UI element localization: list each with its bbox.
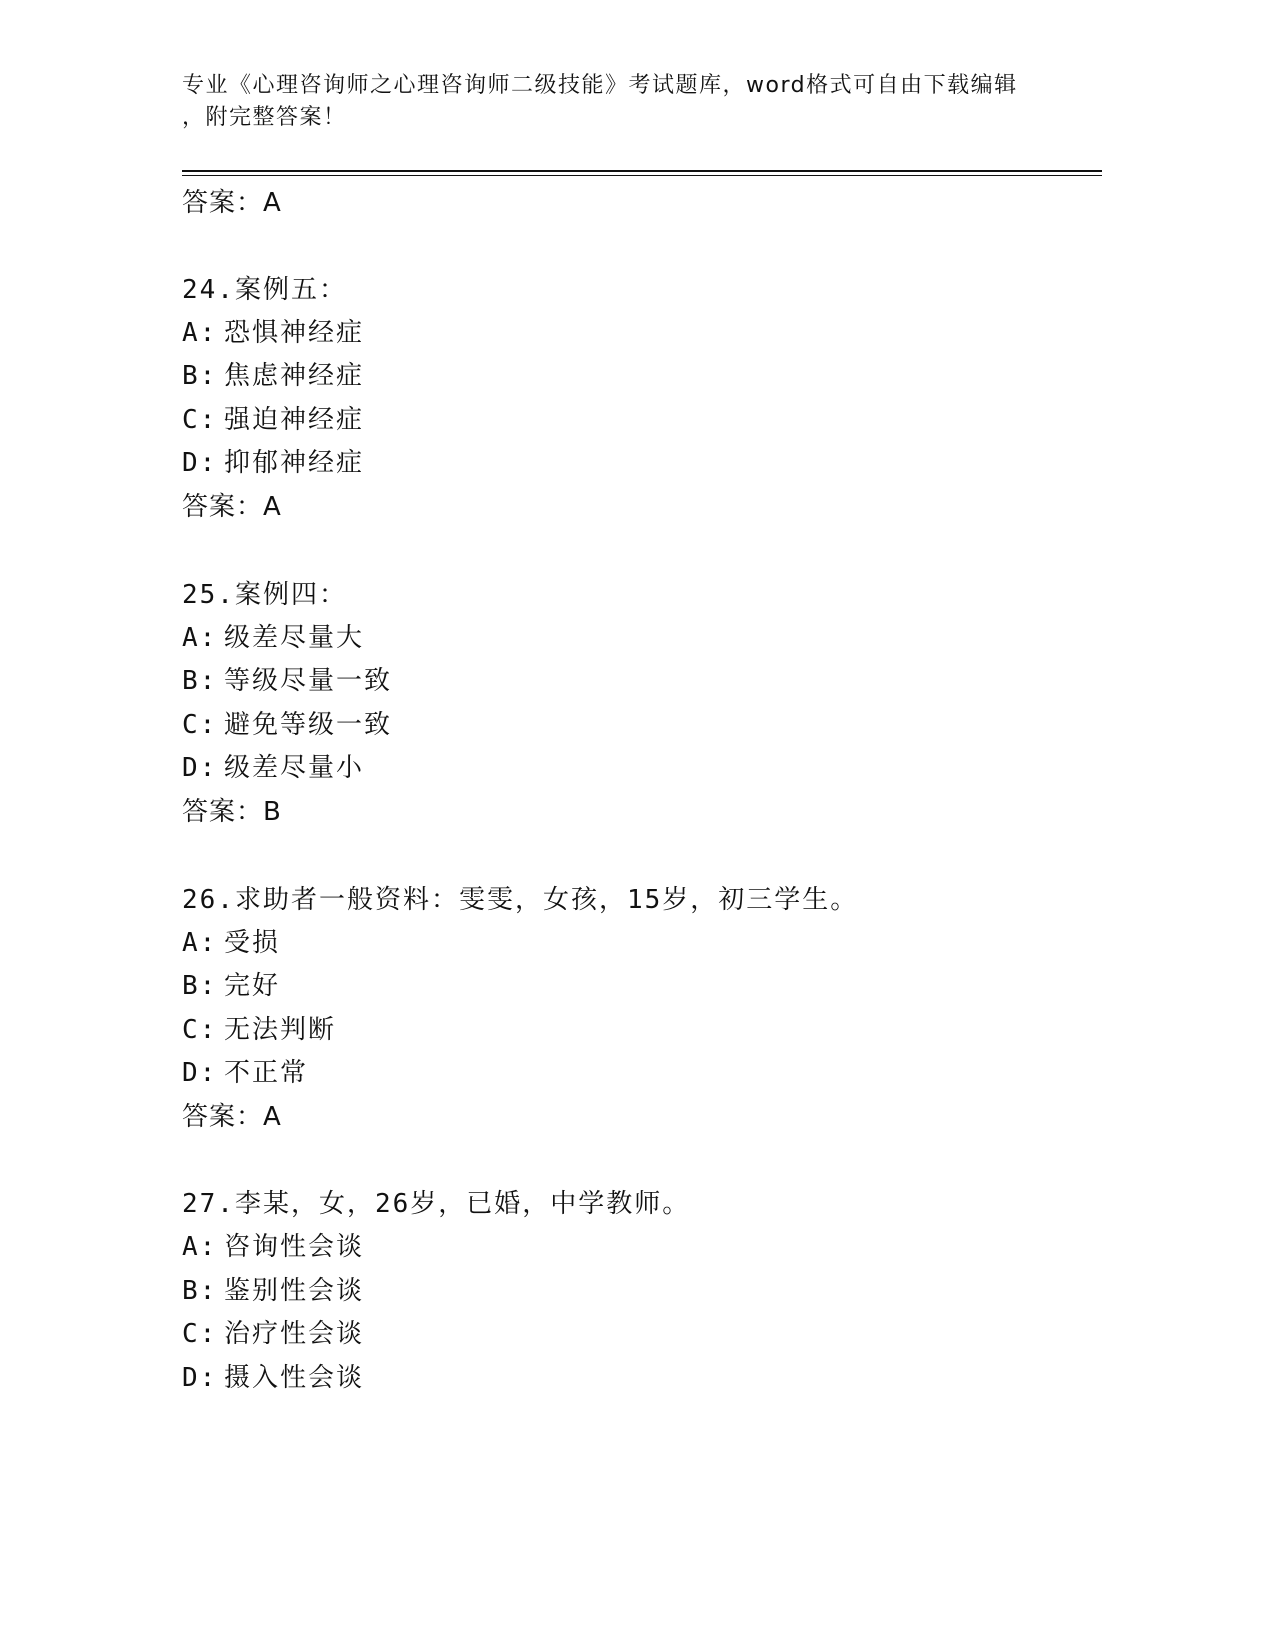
question-27-title: 27.李某，女，26岁，已婚，中学教师。 <box>182 1189 691 1219</box>
question-24-title: 24.案例五： <box>182 275 347 305</box>
answer-prev: 答案：A <box>182 188 282 218</box>
option-key: B: <box>182 361 218 391</box>
question-26-answer: 答案：A <box>182 1102 282 1132</box>
question-26-option-b <box>182 969 280 1003</box>
question-26-option-c <box>182 1013 336 1047</box>
question-24-answer: 答案：A <box>182 492 282 522</box>
question-26-option-a <box>182 926 280 960</box>
option-text: 完好 <box>224 971 281 1001</box>
option-key: C: <box>182 1015 218 1045</box>
option-key: D: <box>182 1058 218 1088</box>
option-text: 不正常 <box>224 1058 309 1088</box>
option-key: C: <box>182 1319 218 1349</box>
option-key: A: <box>182 1232 218 1262</box>
question-27-option-d <box>182 1361 364 1395</box>
question-25-option-d <box>182 751 364 785</box>
option-text: 级差尽量大 <box>224 623 365 653</box>
option-key: C: <box>182 710 218 740</box>
question-25-title: 25.案例四： <box>182 580 347 610</box>
question-25-option-a <box>182 621 364 655</box>
option-text: 受损 <box>224 928 281 958</box>
question-24-option-a <box>182 316 364 350</box>
question-24-option-d <box>182 446 364 480</box>
option-text: 焦虑神经症 <box>224 361 365 391</box>
question-27-option-b <box>182 1274 364 1308</box>
question-27-option-a <box>182 1230 364 1264</box>
header-rule-thin <box>182 175 1102 176</box>
option-text: 摄入性会谈 <box>224 1363 365 1393</box>
question-26-title: 26.求助者一般资料：雯雯，女孩，15岁，初三学生。 <box>182 885 859 915</box>
document-header <box>182 70 1082 134</box>
option-text: 治疗性会谈 <box>224 1319 365 1349</box>
question-27-option-c <box>182 1317 364 1351</box>
option-text: 鉴别性会谈 <box>224 1276 365 1306</box>
option-key: B: <box>182 666 218 696</box>
header-line-1: 专业《心理咨询师之心理咨询师二级技能》考试题库，word格式可自由下载编辑 <box>182 73 1018 98</box>
option-key: A: <box>182 318 218 348</box>
question-26-option-d <box>182 1056 308 1090</box>
option-key: A: <box>182 623 218 653</box>
option-text: 无法判断 <box>224 1015 337 1045</box>
option-text: 抑郁神经症 <box>224 448 365 478</box>
option-key: B: <box>182 1276 218 1306</box>
question-25-option-c <box>182 708 392 742</box>
option-key: C: <box>182 405 218 435</box>
header-line-2: ，附完整答案！ <box>182 105 347 130</box>
option-key: B: <box>182 971 218 1001</box>
header-rule-thick <box>182 170 1102 172</box>
option-key: D: <box>182 753 218 783</box>
question-25-option-b <box>182 664 392 698</box>
question-24-option-b <box>182 359 364 393</box>
option-key: A: <box>182 928 218 958</box>
option-text: 级差尽量小 <box>224 753 365 783</box>
option-text: 避免等级一致 <box>224 710 393 740</box>
option-key: D: <box>182 448 218 478</box>
option-text: 咨询性会谈 <box>224 1232 365 1262</box>
option-key: D: <box>182 1363 218 1393</box>
question-24-option-c <box>182 403 364 437</box>
option-text: 恐惧神经症 <box>224 318 365 348</box>
option-text: 强迫神经症 <box>224 405 365 435</box>
question-25-answer: 答案：B <box>182 797 282 827</box>
option-text: 等级尽量一致 <box>224 666 393 696</box>
